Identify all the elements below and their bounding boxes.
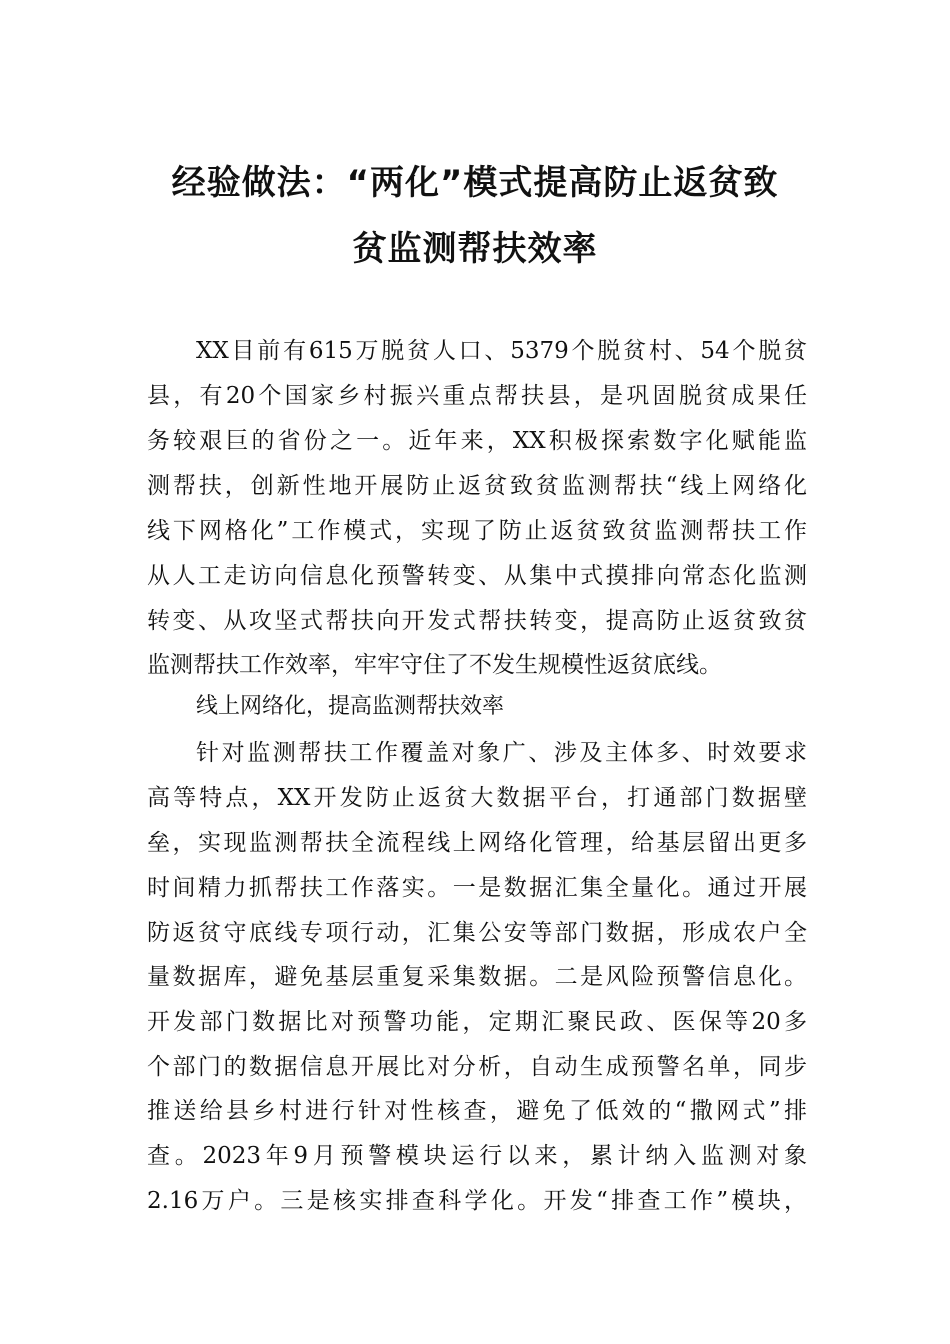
paragraph-2-line: 开发部门数据比对预警功能，定期汇聚民政、医保等20多 [147, 1009, 807, 1035]
paragraph-2-line: 查。2023年9月预警模块运行以来，累计纳入监测对象 [147, 1143, 807, 1169]
paragraph-1-line: 转变、从攻坚式帮扶向开发式帮扶转变，提高防止返贫致贫 [147, 608, 807, 634]
section-heading: 线上网络化，提高监测帮扶效率 [196, 694, 505, 719]
paragraph-1-line: 从人工走访向信息化预警转变、从集中式摸排向常态化监测 [147, 563, 807, 589]
paragraph-1-line: 线下网格化”工作模式，实现了防止返贫致贫监测帮扶工作 [147, 518, 807, 544]
paragraph-2-line: 时间精力抓帮扶工作落实。一是数据汇集全量化。通过开展 [147, 875, 807, 901]
paragraph-2-line: 防返贫守底线专项行动，汇集公安等部门数据，形成农户全 [147, 920, 807, 946]
paragraph-1-line: 测帮扶，创新性地开展防止返贫致贫监测帮扶“线上网络化 [147, 473, 807, 499]
paragraph-2-line: 个部门的数据信息开展比对分析，自动生成预警名单，同步 [147, 1054, 807, 1080]
document-title-line-2: 贫监测帮扶效率 [352, 229, 598, 269]
paragraph-2-line: 垒，实现监测帮扶全流程线上网络化管理，给基层留出更多 [147, 830, 807, 856]
document-title-line-1: 经验做法：“两化”模式提高防止返贫致 [171, 163, 779, 203]
paragraph-1-line: 务较艰巨的省份之一。近年来，XX积极探索数字化赋能监 [147, 428, 807, 454]
paragraph-1-line: XX目前有615万脱贫人口、5379个脱贫村、54个脱贫 [196, 338, 807, 364]
paragraph-1-line: 监测帮扶工作效率，牢牢守住了不发生规模性返贫底线。 [147, 652, 722, 678]
paragraph-2-line: 2.16万户。三是核实排查科学化。开发“排查工作”模块， [147, 1188, 807, 1214]
paragraph-2-line: 量数据库，避免基层重复采集数据。二是风险预警信息化。 [147, 964, 807, 990]
paragraph-2-line: 高等特点，XX开发防止返贫大数据平台，打通部门数据壁 [147, 785, 807, 811]
paragraph-2-line: 针对监测帮扶工作覆盖对象广、涉及主体多、时效要求 [196, 740, 807, 766]
paragraph-1-line: 县，有20个国家乡村振兴重点帮扶县，是巩固脱贫成果任 [147, 383, 807, 409]
paragraph-2-line: 推送给县乡村进行针对性核查，避免了低效的“撒网式”排 [147, 1098, 807, 1124]
